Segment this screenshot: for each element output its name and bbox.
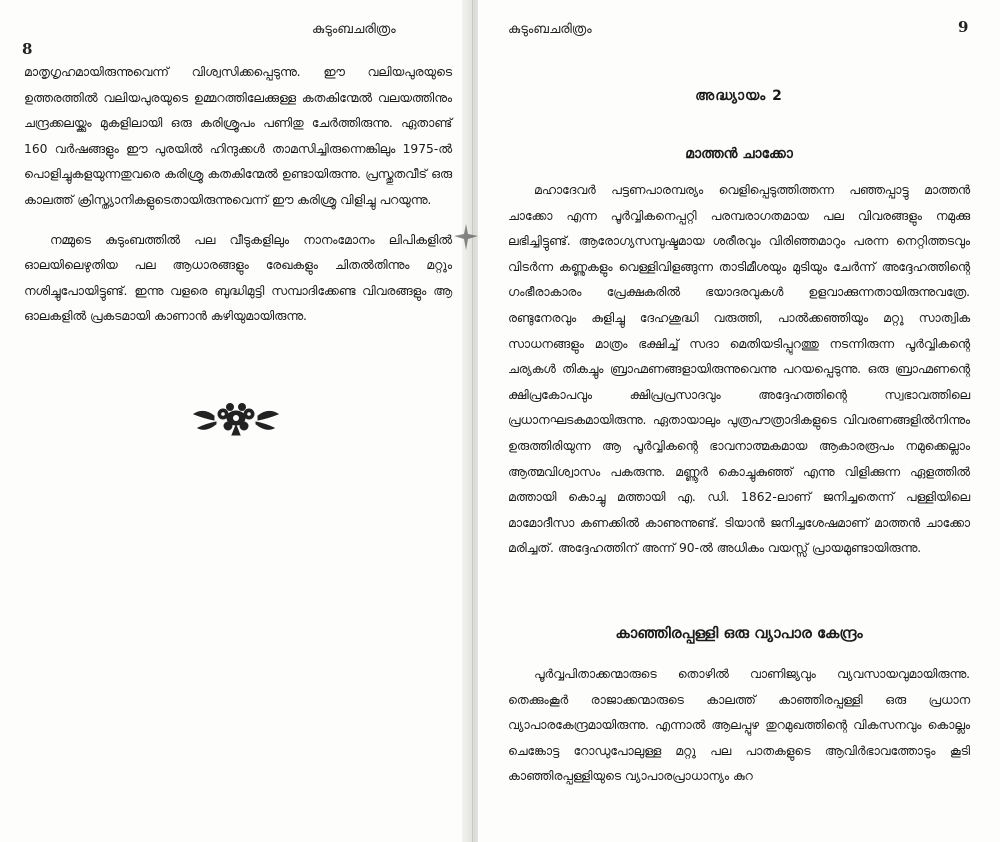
section-body-kanjirappally xyxy=(508,662,970,790)
running-header-right: കുടുംബചരിത്രം xyxy=(508,22,592,37)
running-header-left: കുടുംബചരിത്രം xyxy=(312,22,396,37)
paragraph: നമ്മുടെ കുടുംബത്തിൽ പല വീടുകളിലും നാനംമോനം ലിപികളിൽ ഓലയിലെഴുതിയ പല ആധാരങ്ങളും രേഖകളും ചിതൽതിന്നും മറ്റും നശിച്ചുപോയിട്ടുണ്ട്. ഇന്നു വളരെ ബുദ്ധിമുട്ടി സമ്പാദിക്കേണ്ട വിവരങ്ങളും ആ ഓലകളിൽ പ്രകടമായി കാണാൻ കഴിയുമായിരുന്നു. xyxy=(24,232,452,324)
paragraph: പൂർവ്വപിതാക്കന്മാരുടെ തൊഴിൽ വാണിജ്യവും വ്യവസായവുമായിരുന്നു. തെക്കുംകൂർ രാജാക്കന്മാരുടെ കാലത്ത് കാഞ്ഞിരപ്പള്ളി ഒരു പ്രധാന വ്യാപാരകേന്ദ്രമായിരുന്നു. എന്നാൽ ആലപ്പുഴ തുറമുഖത്തിന്റെ വികസനവും കൊല്ലം ചെങ്കോട്ട റോഡുപോലുള്ള മറ്റു പല പാതകളുടെ ആവിർഭാവത്തോടും കൂടി കാഞ്ഞിരപ്പള്ളിയുടെ വ്യാപാരപ്രാധാന്യം കുറ xyxy=(508,667,970,784)
ink-smudge-icon xyxy=(452,222,480,252)
section-title-kanjirappally: കാഞ്ഞിരപ്പള്ളി ഒരു വ്യാപാര കേന്ദ്രം xyxy=(615,624,863,642)
left-page xyxy=(0,0,470,842)
paragraph: മാതൃഗൃഹമായിരുന്നുവെന്ന് വിശ്വസിക്കപ്പെടുന്നു. ഈ വലിയപുരയുടെ ഉത്തരത്തിൽ വലിയപുരയുടെ ഉമ്മറത്തിലേക്കുള്ള കതകിന്മേൽ വലയത്തിനും ചന്ദ്രക്കലയ്ക്കും മുകളിലായി ഒരു കരിശ്രൂപം പണിതു ചേർത്തിരുന്നു. ഏതാണ്ട് 160 വർഷങ്ങളും ഈ പുരയിൽ ഹിന്ദുക്കൾ താമസിച്ചിരുന്നെങ്കിലും 1975-ൽ പൊളിച്ചുകളയുന്നതുവരെ കരിശ്രൂ കതകിന്മേൽ ഉണ്ടായിരുന്നു. പ്രസ്തുതവീട് ഒരു കാലത്ത് ക്രിസ്ത്യാനികളുടെതായിരുന്നുവെന്ന് ഈ കരിശ്രൂ വിളിച്ചു പറയുന്നു. xyxy=(24,65,452,207)
right-page xyxy=(478,0,1000,842)
page-number-left: 8 xyxy=(22,40,33,58)
paragraph: മഹാദേവർ പട്ടണപാരമ്പര്യം വെളിപ്പെടുത്തിത്തന്ന പഞ്ഞപ്പാട്ടു മാത്തൻ ചാക്കോ എന്ന പൂർവ്വികനെപ്പറ്റി പരമ്പരാഗതമായ പല വിവരങ്ങളും നമുക്കു ലഭിച്ചിട്ടുണ്ട്. ആരോഗ്യസമ്പുഷ്ടമായ ശരീരവും വിരിഞ്ഞമാറും പരന്ന നെറ്റിത്തടവും വിടർന്ന കണ്ണുകളും വെള്ളിവിളങ്ങുന്ന താടിമീശയും മുടിയും ചേർന്ന് അദ്ദേഹത്തിന്റെ ഗംഭീരാകാരം പ്രേക്ഷകരിൽ ഭയാദരവുകൾ ഉളവാക്കുന്നതായിരുന്നുവത്രേ. രണ്ടുനേരവും കുളിച്ചു ദേഹശുദ്ധി വരുത്തി, പാൽക്കഞ്ഞിയും മറ്റു സാത്വിക സാധനങ്ങളും മാത്രം ഭക്ഷിച്ച് സദാ മെതിയടിപ്പുറത്തു നടന്നിരുന്ന പൂർവ്വികന്റെ ചര്യകൾ തികച്ചും ബ്രാഹ്മണങ്ങളായിരുന്നുവെന്നു പറയപ്പെടുന്നു. ഒരു ബ്രാഹ്മണന്റെ ക്ഷിപ്രകോപവും ക്ഷിപ്രപ്രസാദവും അദ്ദേഹത്തിന്റെ സ്വഭാവത്തിലെ പ്രധാനഘടകമായിരുന്നു. ഏതായാലും പുത്രപൗത്രാദികളുടെ വിവരണങ്ങളിൽനിന്നും ഉരുത്തിരിയുന്ന ആ പൂർവ്വികന്റെ ഭാവനാത്മകമായ ആകാരരൂപം നമുക്കെല്ലാം ആത്മവിശ്വാസം പകരുന്നു. മണ്ണൂർ കൊച്ചുകുഞ്ഞ് എന്നു വിളിക്കുന്ന ഏളത്തിൽ മത്തായി കൊച്ചു മത്തായി എ. ഡി. 1862-ലാണ് ജനിച്ചതെന്ന് പള്ളിയിലെ മാമോദീസാ കണക്കിൽ കാണുന്നുണ്ട്. ടിയാൻ ജനിച്ചശേഷമാണ് മാത്തൻ ചാക്കോ മരിച്ചത്. അദ്ദേഹത്തിന് അന്ന് 90-ൽ അധികം വയസ്സ് പ്രായമുണ്ടായിരുന്നു. xyxy=(508,183,970,556)
page-number-right: 9 xyxy=(958,18,969,36)
chapter-heading: അദ്ധ്യായം 2 xyxy=(695,88,783,104)
floral-ornament-icon xyxy=(190,398,282,438)
section-body-mathan-chacko xyxy=(508,178,970,562)
section-title-mathan-chacko: മാത്തൻ ചാക്കോ xyxy=(685,146,793,162)
left-page-body xyxy=(24,60,452,330)
